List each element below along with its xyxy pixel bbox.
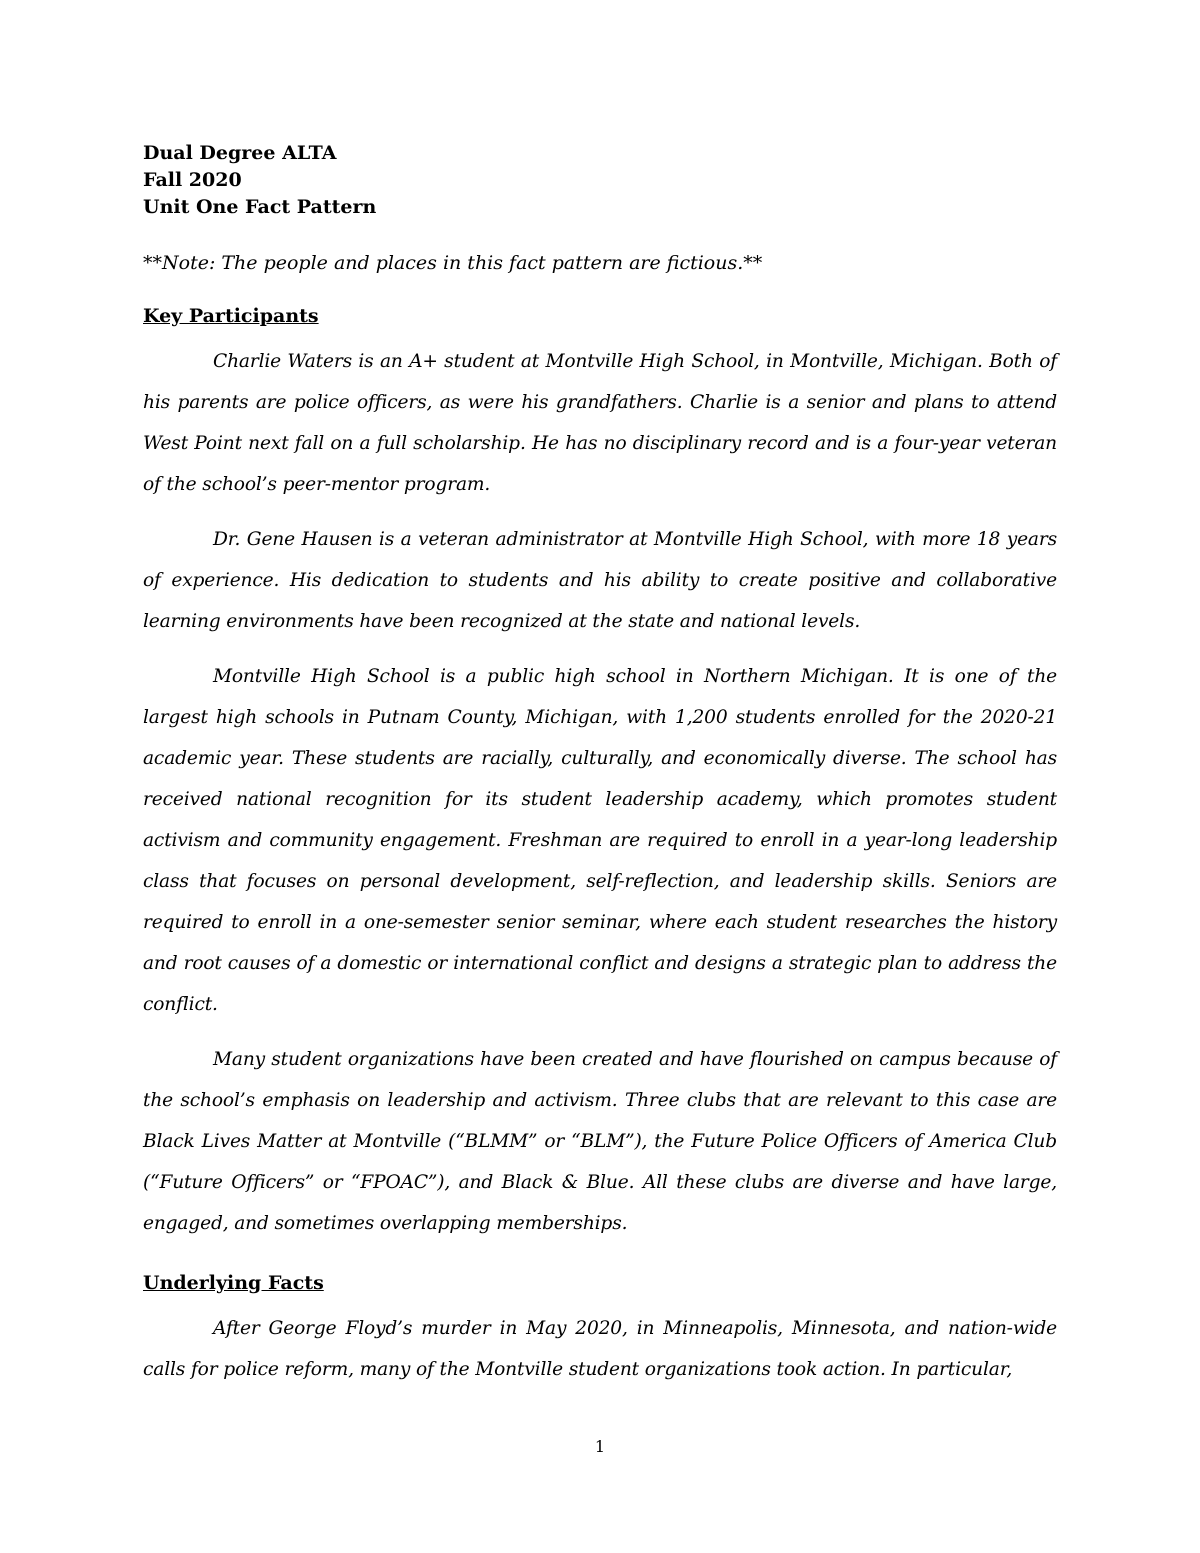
paragraph-montville-high-school: Montville High School is a public high school in Northern Michigan. It is one of the largest high schools in Putnam County, Michigan, with 1,200 students enrolled for the 2020-21 academic year. These students are racially, culturally, and economically diverse. The school has received national recognition for its student leadership academy, which promotes student activism and community engagement. Freshman are required to enroll in a year-long leadership class that focuses on personal development, self-reflection, and leadership skills. Seniors are required to enroll in a one-semester senior seminar, where each student researches the history and root causes of a domestic or international conflict and designs a strategic plan to address the conflict. (143, 666, 1057, 1015)
course-title: Dual Degree ALTA (143, 142, 337, 164)
section-heading-key-participants: Key Participants (143, 305, 319, 327)
document-title: Unit One Fact Pattern (143, 196, 377, 218)
paragraph-student-organizations: Many student organizations have been created and have flourished on campus because of the school’s emphasis on leadership and activism. Three clubs that are relevant to this case are Black Lives Matter at Montville (“BLMM” or “BLM”), the Future Police Officers of America Club (“Future Officers” or “FPOAC”), and Black & Blue. All these clubs are diverse and have large, engaged, and sometimes overlapping memberships. (143, 1049, 1057, 1234)
document-body (143, 140, 1057, 1390)
paragraph-charlie-waters: Charlie Waters is an A+ student at Montville High School, in Montville, Michigan. Both of his parents are police officers, as were his grandfathers. Charlie is a senior and plans to attend West Point next fall on a full scholarship. He has no disciplinary record and is a four-year veteran of the school’s peer-mentor program. (143, 351, 1057, 495)
term: Fall 2020 (143, 169, 242, 191)
fiction-note: **Note: The people and places in this fact pattern are fictious.** (143, 252, 763, 274)
section-heading-underlying-facts: Underlying Facts (143, 1272, 324, 1294)
page-number: 1 (594, 1437, 606, 1456)
paragraph-george-floyd: After George Floyd’s murder in May 2020, in Minneapolis, Minnesota, and nation-wide calls for police reform, many of the Montville student organizations took action. In particular, (143, 1318, 1057, 1380)
paragraph-gene-hausen: Dr. Gene Hausen is a veteran administrator at Montville High School, with more 18 years of experience. His dedication to students and his ability to create positive and collaborative learning environments have been recognized at the state and national levels. (143, 529, 1057, 632)
